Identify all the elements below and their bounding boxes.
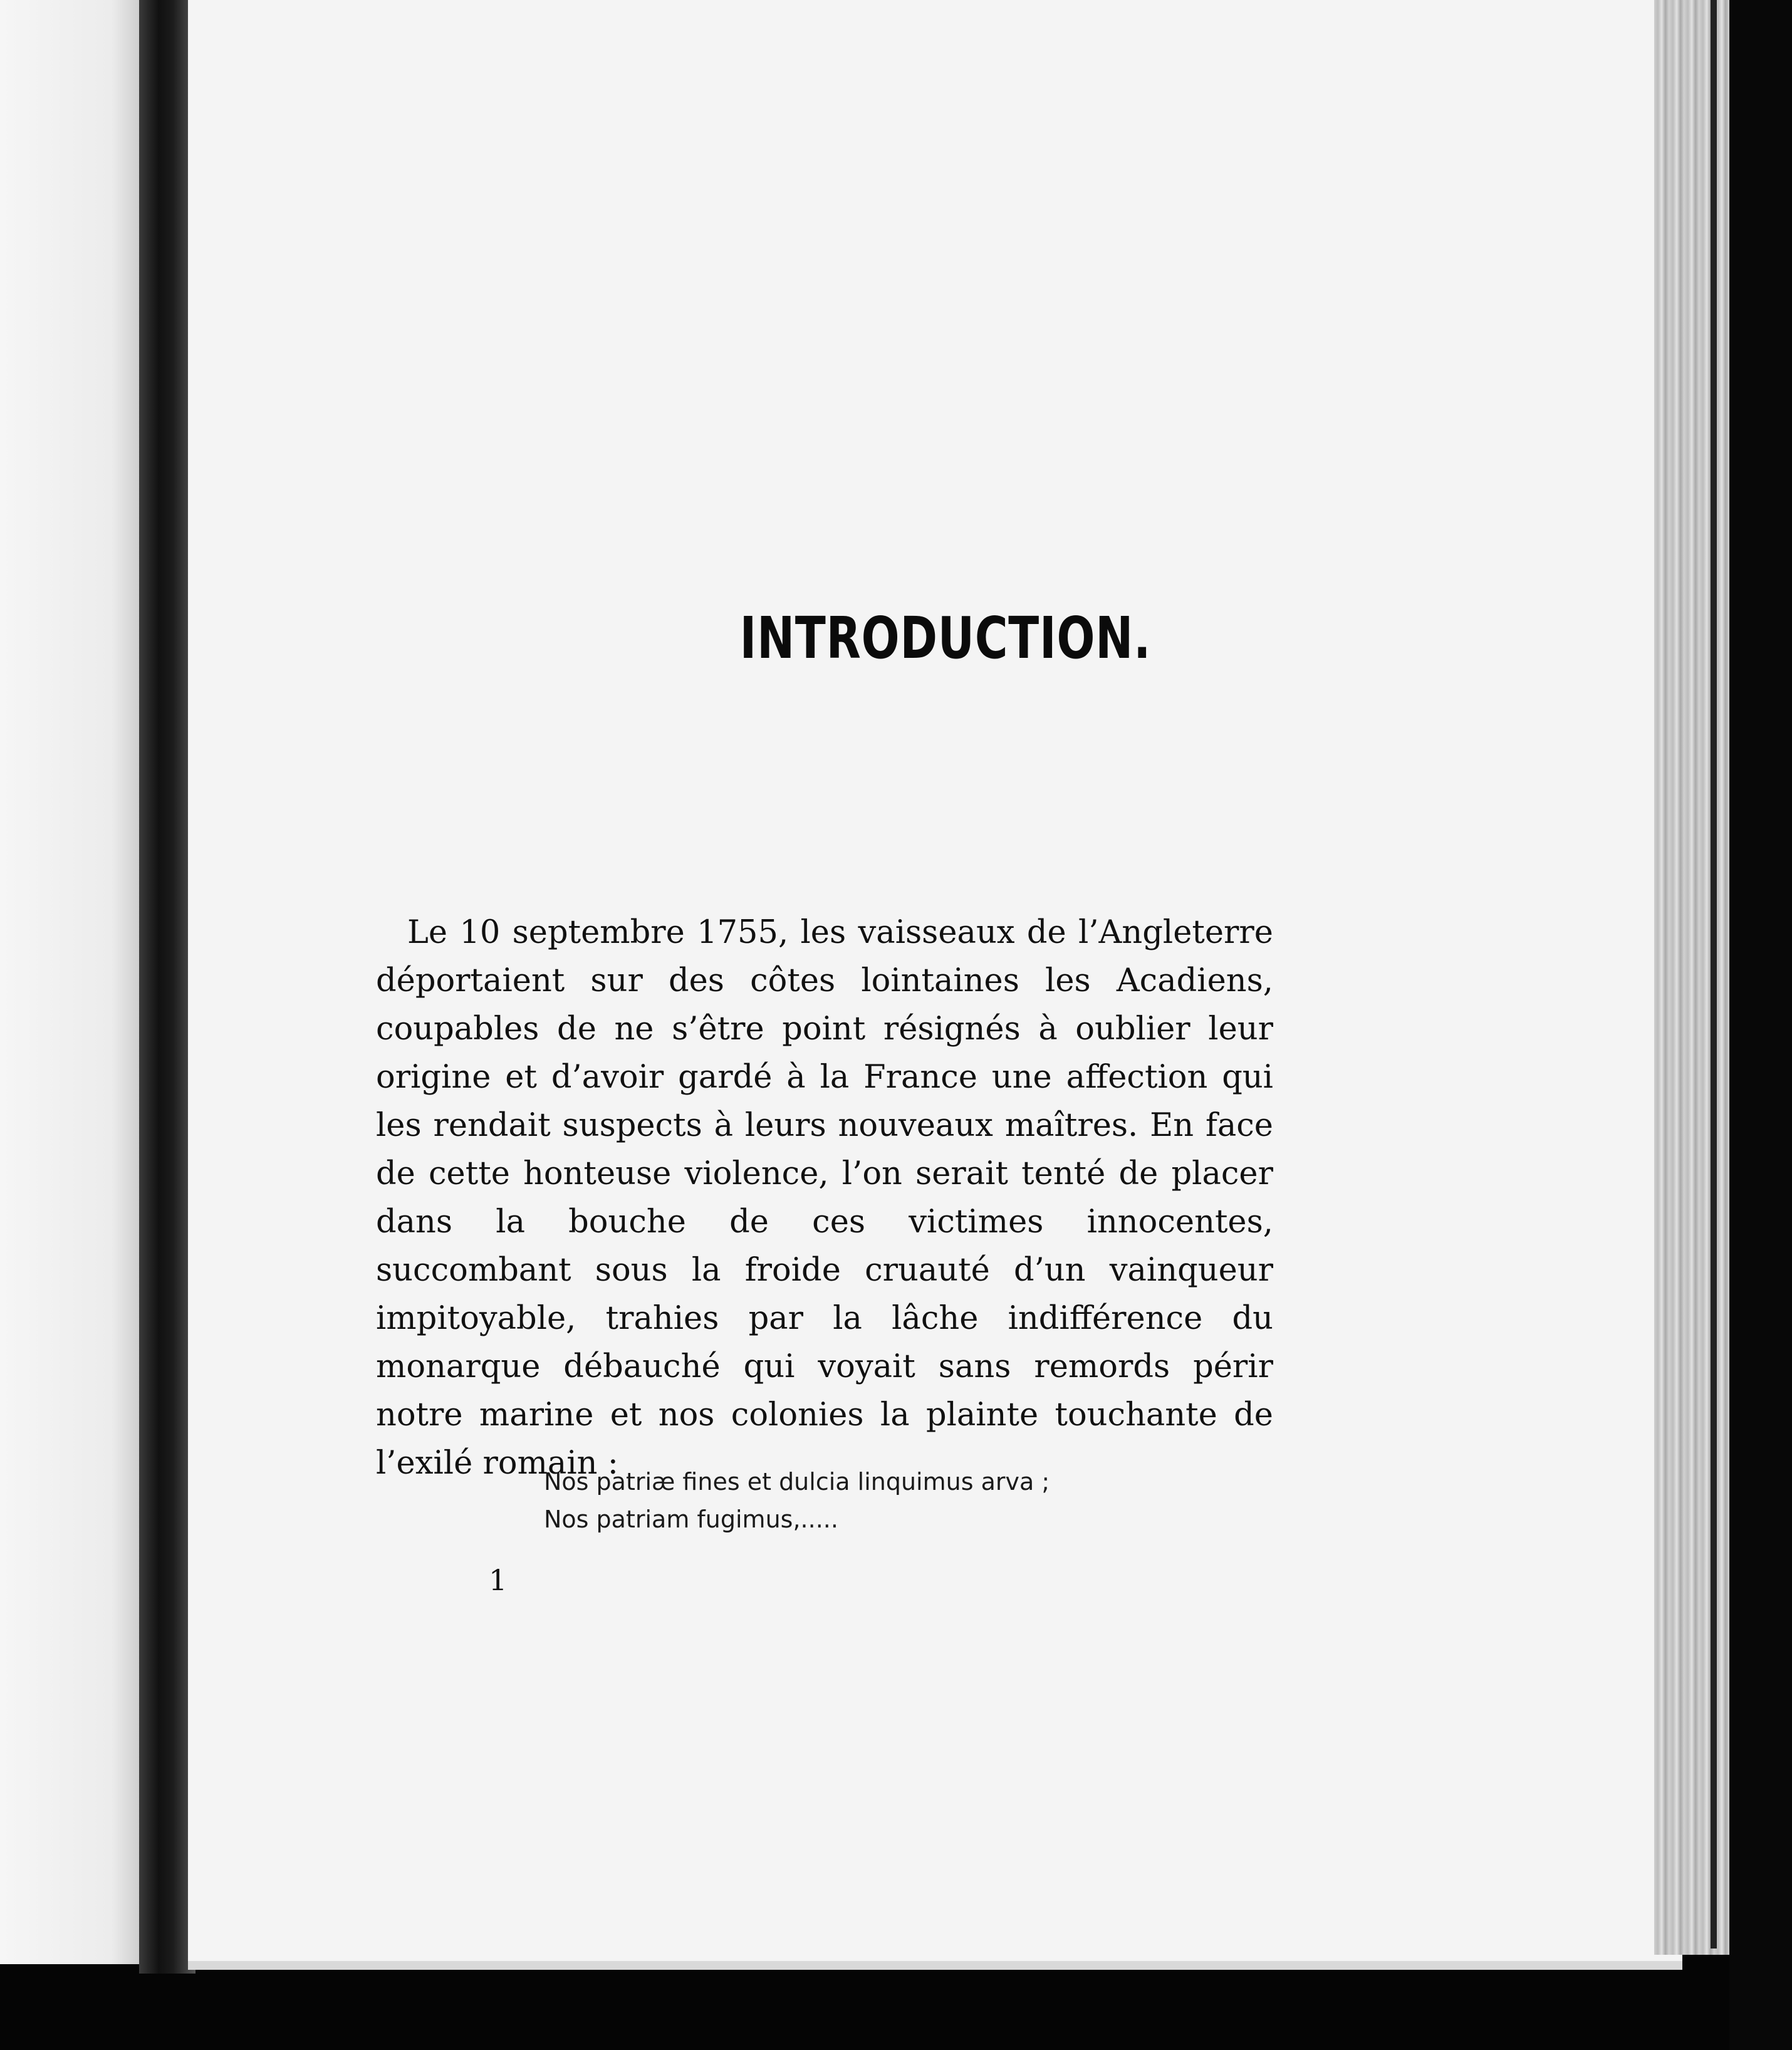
quote-line: Nos patriæ fines et dulcia linquimus arva ; bbox=[544, 1468, 1050, 1496]
book-gutter bbox=[139, 0, 195, 1974]
chapter-heading: INTRODUCTION. bbox=[739, 605, 1152, 672]
intro-paragraph: Le 10 septembre 1755, les vaisseaux de l’Angleterre déportaient sur des côtes lointaines les Acadiens, coupables de ne s’être point résignés à oublier leur origine et d’avoir gardé à la France une affection qui les rendait suspects à leurs nouveaux maîtres. En face de cette honteuse violence, l’on serait tenté de placer dans la bouche de ces victimes innocentes, succombant sous la froide cruauté d’un vainqueur impitoyable, trahies par la lâche indifférence du monarque débauché qui voyait sans remords périr notre marine et nos colonies la plainte touchante de l’exilé romain : bbox=[376, 914, 1273, 1482]
page-edges-stack bbox=[1654, 0, 1729, 1955]
left-page-edge bbox=[0, 0, 139, 1964]
quote-line: Nos patriam fugimus,..... bbox=[544, 1506, 838, 1533]
page-edge-line bbox=[1711, 0, 1717, 1949]
latin-quote bbox=[544, 1463, 1050, 1538]
page-number: 1 bbox=[489, 1563, 508, 1597]
scan-border-shadow bbox=[1729, 0, 1792, 2050]
